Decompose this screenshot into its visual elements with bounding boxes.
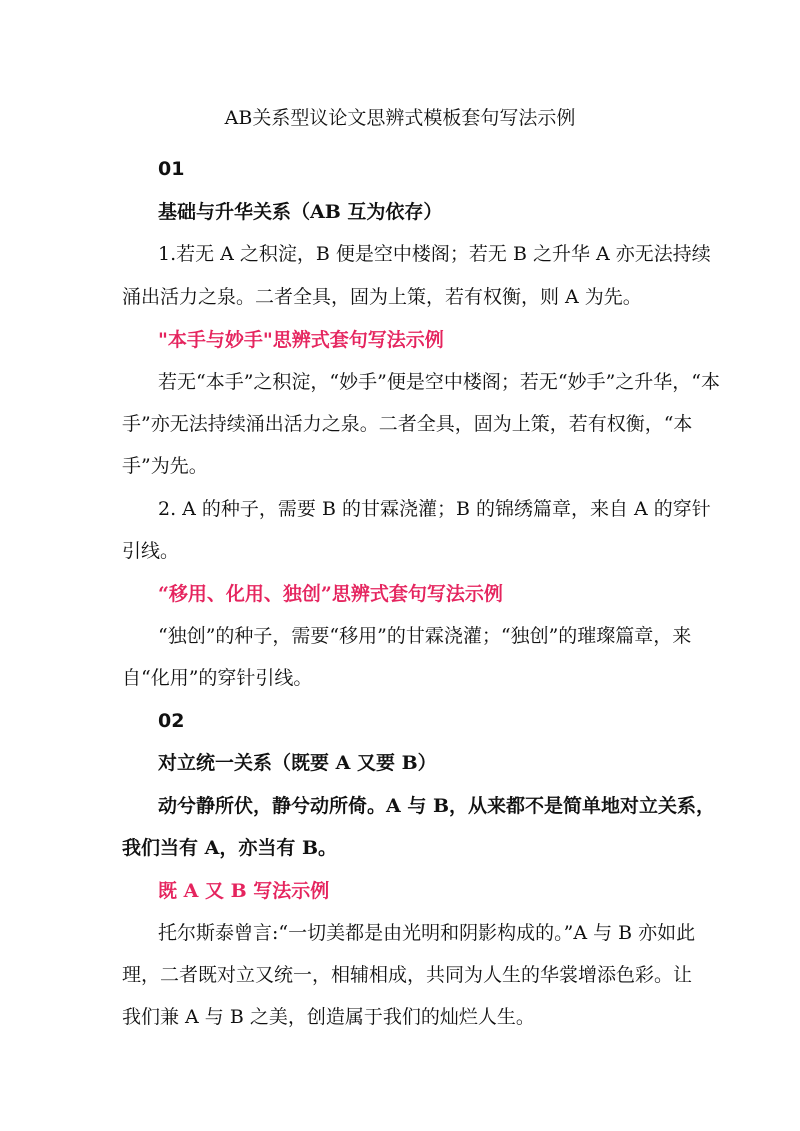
document-title: AB关系型议论文思辨式模板套句写法示例 <box>224 107 576 129</box>
example3-line-3: 我们兼 A 与 B 之美，创造属于我们的灿烂人生。 <box>122 1006 535 1028</box>
example1-title: "本手与妙手"思辨式套句写法示例 <box>158 329 444 351</box>
item1-line-2: 涌出活力之泉。二者全具，固为上策，若有权衡，则 A 为先。 <box>122 286 642 308</box>
item1-line-1: 1.若无 A 之积淀，B 便是空中楼阁；若无 B 之升华 A 亦无法持续 <box>158 243 711 265</box>
item2-line-2: 引线。 <box>122 540 180 562</box>
example1-line-1: 若无“本手”之积淀，“妙手”便是空中楼阁；若无“妙手”之升华，“本 <box>158 371 720 393</box>
example3-title: 既 A 又 B 写法示例 <box>158 880 330 902</box>
section-number-01: 01 <box>158 158 185 180</box>
example2-line-2: 自“化用”的穿针引线。 <box>122 667 313 689</box>
example1-line-3: 手”为先。 <box>122 455 208 477</box>
section-heading-02: 对立统一关系（既要 A 又要 B） <box>158 752 437 774</box>
example3-line-2: 理，二者既对立又统一，相辅相成，共同为人生的华裳增添色彩。让 <box>122 964 693 986</box>
example3-line-1: 托尔斯泰曾言:“一切美都是由光明和阴影构成的。”A 与 B 亦如此 <box>158 922 696 944</box>
item2-line-1: 2. A 的种子，需要 B 的甘霖浇灌；B 的锦绣篇章，来自 A 的穿针 <box>158 498 711 520</box>
example2-line-1: “独创”的种子，需要“移用”的甘霖浇灌；“独创”的璀璨篇章，来 <box>158 625 692 647</box>
section-heading-01: 基础与升华关系（AB 互为依存） <box>158 201 443 223</box>
example2-title: “移用、化用、独创”思辨式套句写法示例 <box>158 583 503 605</box>
example1-line-2: 手”亦无法持续涌出活力之泉。二者全具，固为上策，若有权衡，“本 <box>122 413 693 435</box>
bold-line-2: 我们当有 A，亦当有 B。 <box>122 837 338 859</box>
section-number-02: 02 <box>158 710 185 732</box>
bold-line-1: 动兮静所伏，静兮动所倚。A 与 B，从来都不是简单地对立关系， <box>158 795 716 817</box>
